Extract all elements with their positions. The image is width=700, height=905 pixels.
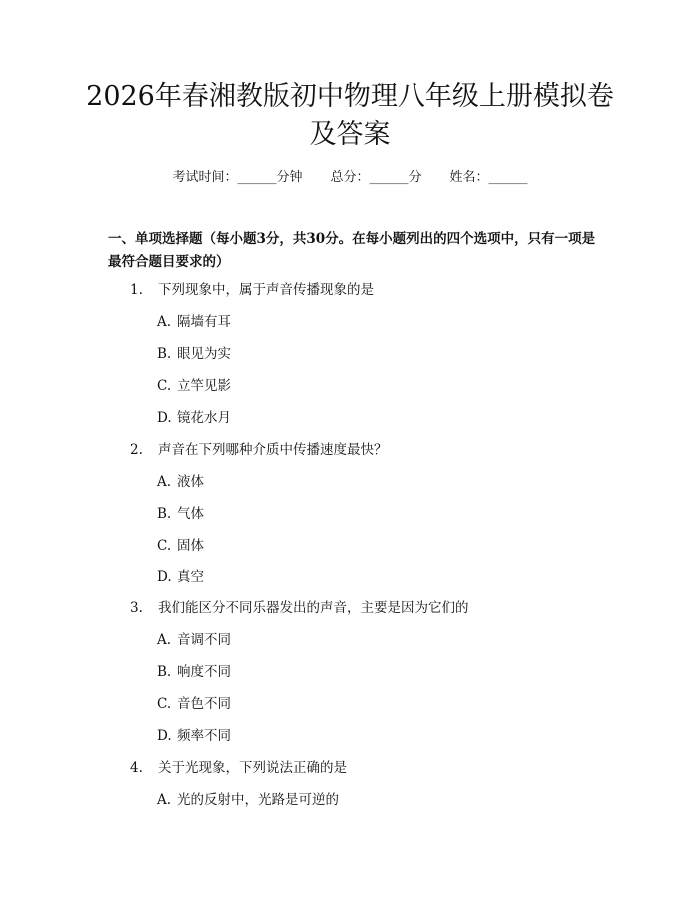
question-text: 关于光现象，下列说法正确的是: [158, 760, 347, 776]
question-number: 1.: [130, 282, 143, 298]
option-letter: C.: [157, 696, 172, 712]
option-letter: A.: [157, 474, 172, 490]
option-3a: [157, 630, 231, 650]
exam-name-label: 姓名：______: [449, 170, 528, 185]
option-2d: [157, 567, 204, 587]
question-number: 2.: [130, 442, 143, 458]
option-letter: B.: [157, 506, 172, 522]
option-text: 真空: [177, 569, 204, 585]
option-text: 响度不同: [177, 664, 231, 680]
question-number: 3.: [130, 600, 143, 616]
option-text: 隔墙有耳: [177, 314, 231, 330]
option-3c: [157, 694, 231, 714]
option-text: 固体: [177, 538, 204, 554]
option-text: 频率不同: [177, 728, 231, 744]
option-text: 气体: [177, 506, 204, 522]
question-4: [130, 758, 347, 778]
option-letter: A.: [157, 792, 172, 808]
option-3d: [157, 726, 231, 746]
option-letter: B.: [157, 664, 172, 680]
option-text: 液体: [177, 474, 204, 490]
exam-score-label: 总分：______分: [330, 170, 422, 185]
option-1d: [157, 408, 231, 428]
option-1b: [157, 344, 231, 364]
question-text: 下列现象中，属于声音传播现象的是: [158, 282, 374, 298]
question-1: [130, 280, 374, 300]
section-heading: 一、单项选择题（每小题3分，共30分。在每小题列出的四个选项中，只有一项是最符合题目要求的）: [108, 231, 596, 270]
option-letter: C.: [157, 378, 172, 394]
option-letter: B.: [157, 346, 172, 362]
option-text: 立竿见影: [177, 378, 231, 394]
option-1c: [157, 376, 231, 396]
option-2b: [157, 504, 204, 524]
option-text: 音色不同: [177, 696, 231, 712]
question-text: 我们能区分不同乐器发出的声音，主要是因为它们的: [158, 600, 469, 616]
option-letter: C.: [157, 538, 172, 554]
option-letter: A.: [157, 632, 172, 648]
exam-title-line2: 及答案: [309, 119, 391, 150]
question-2: [130, 440, 388, 460]
option-text: 音调不同: [177, 632, 231, 648]
exam-time-label: 考试时间：______分钟: [172, 170, 303, 185]
option-2a: [157, 472, 204, 492]
option-1a: [157, 312, 231, 332]
exam-title-line1: 2026年春湘教版初中物理八年级上册模拟卷: [86, 81, 614, 112]
option-letter: D.: [157, 728, 172, 744]
question-3: [130, 598, 469, 618]
option-3b: [157, 662, 231, 682]
option-text: 眼见为实: [177, 346, 231, 362]
option-text: 镜花水月: [177, 410, 231, 426]
option-letter: D.: [157, 569, 172, 585]
option-2c: [157, 536, 204, 556]
question-text: 声音在下列哪种介质中传播速度最快？: [158, 442, 388, 458]
question-number: 4.: [130, 760, 143, 776]
option-text: 光的反射中，光路是可逆的: [177, 792, 339, 808]
option-letter: D.: [157, 410, 172, 426]
exam-meta: [0, 168, 700, 188]
option-4a: [157, 790, 339, 810]
option-letter: A.: [157, 314, 172, 330]
exam-title: [80, 78, 620, 154]
